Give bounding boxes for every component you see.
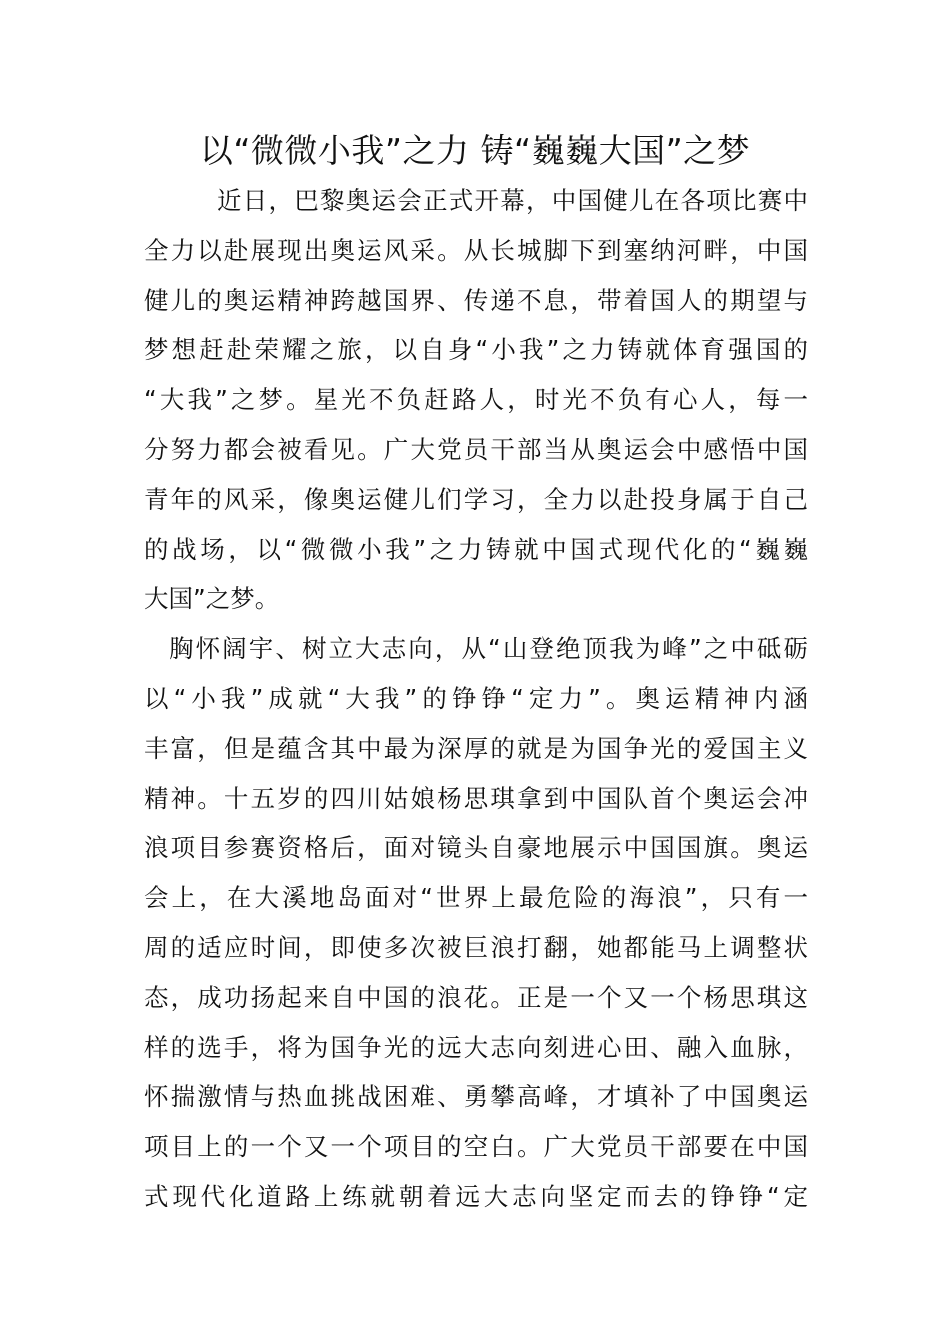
paragraph-2-line: 样的选手，将为国争光的远大志向刻进心田、融入血脉， <box>144 1032 808 1062</box>
paragraph-1-line: 近日，巴黎奥运会正式开幕，中国健儿在各项比赛中 <box>217 186 808 215</box>
paragraph-2-line: 怀揣激情与热血挑战困难、勇攀高峰，才填补了中国奥运 <box>144 1082 808 1112</box>
paragraph-2-line: 项目上的一个又一个项目的空白。广大党员干部要在中国 <box>144 1132 808 1162</box>
paragraph-1-line: 分努力都会被看见。广大党员干部当从奥运会中感悟中国 <box>144 434 808 464</box>
paragraph-2-line: 精神。十五岁的四川姑娘杨思琪拿到中国队首个奥运会冲 <box>144 783 808 813</box>
paragraph-2-line: 浪项目参赛资格后，面对镜头自豪地展示中国国旗。奥运 <box>144 833 808 863</box>
paragraph-2-line: 周的适应时间，即使多次被巨浪打翻，她都能马上调整状 <box>144 932 808 962</box>
paragraph-2-line: 以“小我”成就“大我”的铮铮“定力”。奥运精神内涵 <box>144 683 808 713</box>
paragraph-2-line: 态，成功扬起来自中国的浪花。正是一个又一个杨思琪这 <box>144 982 808 1012</box>
paragraph-1-line: 健儿的奥运精神跨越国界、传递不息，带着国人的期望与 <box>144 285 808 315</box>
paragraph-2-line: 式现代化道路上练就朝着远大志向坚定而去的铮铮“定 <box>144 1181 808 1211</box>
paragraph-2-line: 丰富，但是蕴含其中最为深厚的就是为国争光的爱国主义 <box>144 733 808 763</box>
paragraph-1-line: “大我”之梦。星光不负赶路人，时光不负有心人，每一 <box>144 385 808 415</box>
document-body <box>144 176 808 1222</box>
paragraph-2-line: 会上，在大溪地岛面对“世界上最危险的海浪”，只有一 <box>144 883 808 913</box>
paragraph-1-line: 大国”之梦。 <box>144 584 280 614</box>
paragraph-2-line: 胸怀阔宇、树立大志向，从“山登绝顶我为峰”之中砥砺 <box>169 634 808 664</box>
document-title: 以“微微小我”之力 铸“巍巍大国”之梦 <box>199 131 751 170</box>
paragraph-1-line: 的战场，以“微微小我”之力铸就中国式现代化的“巍巍 <box>144 534 808 564</box>
paragraph-1-line: 青年的风采，像奥运健儿们学习，全力以赴投身属于自己 <box>144 484 808 514</box>
paragraph-1-line: 梦想赶赴荣耀之旅，以自身“小我”之力铸就体育强国的 <box>144 335 808 365</box>
paragraph-1-line: 全力以赴展现出奥运风采。从长城脚下到塞纳河畔，中国 <box>144 235 808 265</box>
